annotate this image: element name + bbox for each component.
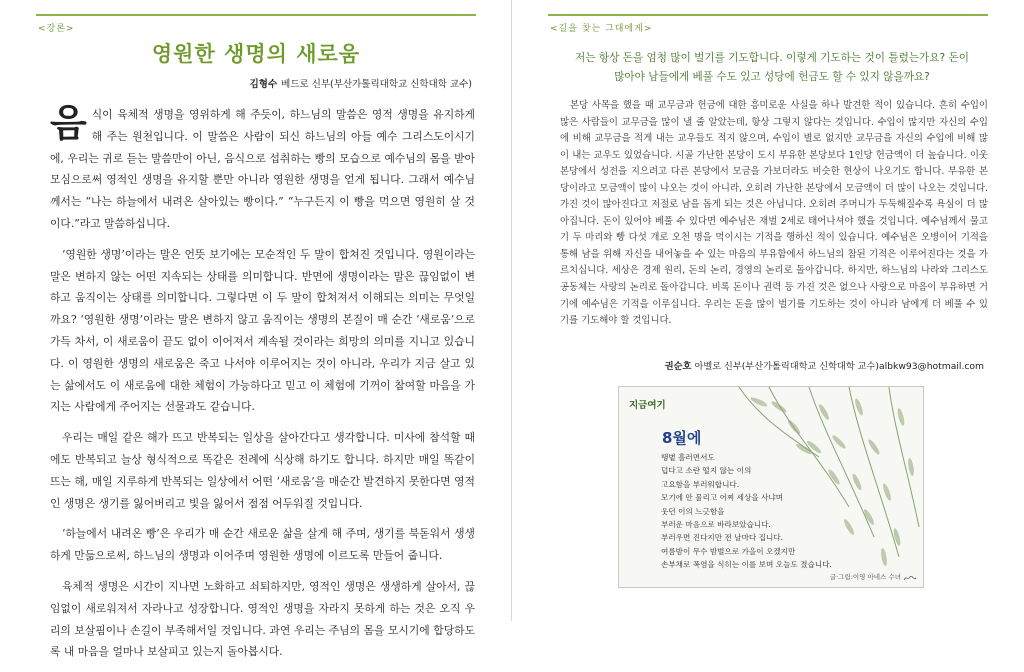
author-line	[250, 76, 472, 90]
top-rule	[548, 14, 988, 16]
poem-line: 여름밤이 무수 밤벌으로 가을이 오겠지만	[661, 546, 796, 556]
poem-credit: 글·그림:이영 아네스 수녀	[829, 573, 901, 581]
poem-title: 8월에	[662, 429, 702, 447]
author-detail: 아벨로 신부(부산가톨릭대학교 신학대학 교수)albkw93@hotmail.com	[694, 361, 984, 372]
poem-line: 모기에 안 물리고 어찌 세상을 사냐며	[661, 493, 784, 503]
author-detail: 베드로 신부(부산가톨릭대학교 신학대학 교수)	[281, 79, 472, 90]
section-tag: <강론>	[38, 24, 75, 34]
answer-paragraph: 본당 사목을 했을 때 교무금과 헌금에 대한 흥미로운 사실을 하나 발견한 적이 있습니다. 흔히 수입이 많은 사람들이 교무금을 많이 낼 줄 알았는데, 항상 그렇지 않다는 것입니다. 수입이 많지만 자신의 수입에 비해 교무금을 적게 내는 교우들도 적지 않으며, 수입이 별로 없지만 교무금을 자신의 수입에 비해 많이 내는 교우도 있었습니다. 시골 가난한 본당이 도시 부유한 본당보다 1인당 헌금액이 더 높습니다. 이웃 본당에서 성전을 지으려고 다른 본당에서 모금을 가보더라도 비슷한 현상이 나오기도 합니다. 부유한 본당이라고 모금액이 많이 나오는 것이 아니라, 오히려 가난한 본당에서 모금액이 더 많이 나오는 것입니다. 가진 것이 많아진다고 저절로 남을 돕게 되는 것은 아닙니다. 오히려 주머니가 두둑해질수록 욕심이 더 많아집니다. 돈이 있어야 베풀 수 있다면 예수님은 재벌 2세로 태어나셔야 했을 것입니다. 예수님께서 물고기 두 마리와 빵 다섯 개로 오천 명을 먹이시는 기적을 행하신 적이 있습니다. 예수님은 오병이어 기적을 통해 남을 위해 자신을 내어놓을 수 있는 마음의 부유함에서 하느님의 참된 기적은 이루어진다는 것을 가르치십니다. 세상은 경제 원리, 돈의 논리, 경영의 논리로 돌아갑니다. 하지만, 하느님의 나라와 그리스도 공동체는 사랑의 논리로 돌아갑니다. 비록 돈이나 권력 등 가진 것은 없으나 사랑으로 마음이 부유하면 거기에 예수님은 기적을 이루십니다. 우리는 돈을 많이 벌기를 기도하는 것이 아니라 남에게 더 베풀 수 있기를 기도해야 할 것입니다.	[560, 100, 988, 327]
left-page	[0, 0, 512, 659]
poem-lines	[661, 451, 871, 572]
poem-illustration	[618, 386, 924, 588]
author-name: 김형수	[249, 79, 278, 90]
poem-line: 고요함을 부러워합니다.	[661, 479, 740, 489]
poem-line: 덥다고 소란 떨지 않는 이의	[661, 466, 752, 476]
author-line	[665, 358, 984, 372]
poem-line: 땡볕 흘러면서도	[661, 453, 715, 462]
author-name: 권순호	[664, 361, 692, 372]
paragraph: ‘영원한 생명’이라는 말은 언뜻 보기에는 모순적인 두 말이 합쳐진 것입니다. 영원이라는 말은 변하지 않는 어떤 지속되는 상태를 의미합니다. 반면에 생명이라는 말은 끊임없이 변하고 움직이는 상태를 의미합니다. 그렇다면 이 두 말이 합쳐져서 이해되는 의미는 무엇일까요? ‘영원한 생명’이라는 말은 변하지 않고 움직이는 생명의 본질이 매 순간 ‘새로움’으로 가득 차서, 이 새로움이 끝도 없이 이어져서 계속될 것이라는 희망의 의미를 지니고 있습니다. 이 영원한 생명의 새로움은 죽고 나서야 이루어지는 것이 아니라, 우리가 지금 살고 있는 삶에서도 이 새로움에 대한 체험이 가능하다고 믿고 이 체험에 기꺼이 참여할 마음을 가지는 사람에게 주어지는 선물과도 같습니다.	[50, 247, 475, 414]
poem-line: 손부채로 폭염을 식히는 이를 보며 오늘도 졌습니다.	[661, 560, 832, 570]
poem-line: 부러운 마음으로 바라보았습니다.	[661, 520, 771, 530]
paragraph: 우리는 매일 같은 해가 뜨고 반복되는 일상을 살아간다고 생각합니다. 미사에 참석할 때에도 반복되고 늘상 형식적으로 똑같은 전례에 식상해 하기도 합니다. 하지만 매일 똑같이 뜨는 해, 매일 지루하게 반복되는 일상에서 어떤 ‘새로움’을 매순간 발견하지 못한다면 영적인 생명은 생기를 잃어버리고 빛을 잃어서 점점 어두워질 것입니다.	[50, 431, 475, 510]
right-page	[512, 0, 1024, 621]
paragraph: ‘하늘에서 내려온 빵’은 우리가 매 순간 새로운 삶을 살게 해 주며, 생기를 북돋워서 생생하게 만듦으로써, 하느님의 생명과 이어주며 영원한 생명에 이르도록 만들어 줍니다.	[50, 527, 475, 563]
poem-label: 지금여기	[629, 400, 666, 411]
poem-line: 웃던 이의 느긋함을	[661, 506, 725, 516]
paragraph: 육체적 생명은 시간이 지나면 노화하고 쇠퇴하지만, 영적인 생명은 생생하게 살아서, 끊임없이 새로워져서 자라나고 성장합니다. 영적인 생명을 자라지 못하게 하는 것은 오직 우리의 보살핌이나 손길이 부족해서일 것입니다. 과연 우리는 주님의 몸을 모시기에 합당하도록 내 마음을 얼마나 보살피고 있는지 돌아봅시다.	[50, 579, 475, 659]
signature-icon	[903, 574, 917, 582]
poem-line: 부러우면 진다지만 전 날마다 집니다.	[661, 533, 784, 543]
dropcap: 음	[50, 100, 87, 145]
answer-body	[560, 98, 988, 330]
question-text: 저는 항상 돈을 엄청 많이 벌기를 기도합니다. 이렇게 기도하는 것이 틀렸는가요? 돈이 많아야 남들에게 베풀 수도 있고 성당에 헌금도 할 수 있지 않을까요?	[575, 52, 969, 83]
article-body	[50, 100, 475, 672]
page-title: 영원한 생명의 새로움	[151, 42, 361, 66]
top-rule	[36, 14, 476, 16]
paragraph: 음식이 육체적 생명을 영위하게 해 주듯이, 하느님의 말씀은 영적 생명을 유지하게 해 주는 원천입니다. 이 말씀은 사람이 되신 하느님의 아들 예수 그리스도이시기에, 우리는 귀로 듣는 말씀만이 아닌, 음식으로 섭취하는 빵의 모습으로 예수님의 몸을 받아 모심으로써 영적인 생명을 유지할 뿐만 아니라 영원한 생명을 얻게 됩니다. 그래서 예수님께서는 “나는 하늘에서 내려온 살아있는 빵이다.” “누구든지 이 빵을 먹으면 영원히 살 것이다.”라고 말씀하십니다.	[50, 100, 475, 230]
section-tag: <길을 찾는 그대에게>	[550, 24, 653, 34]
